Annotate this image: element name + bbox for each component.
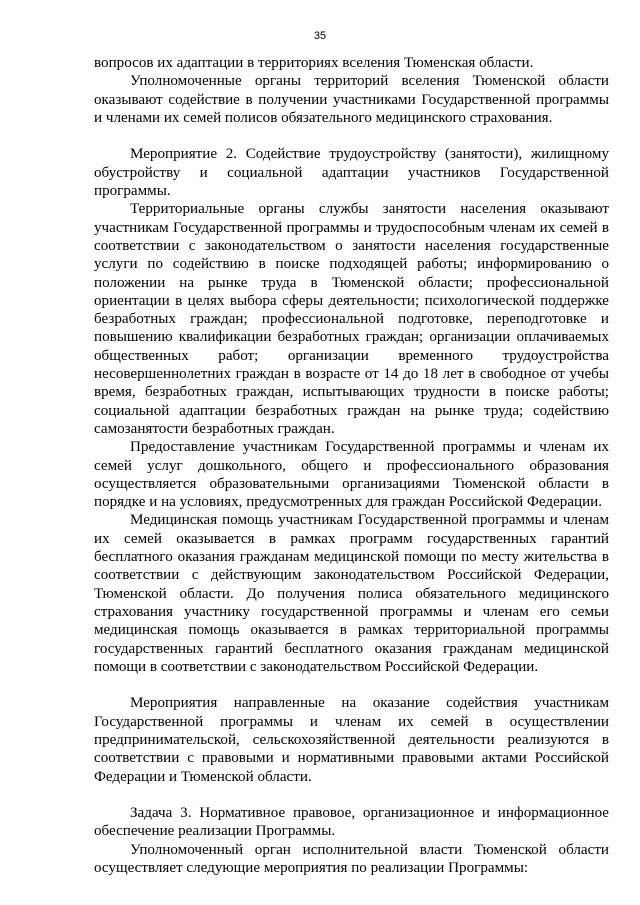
paragraph-employment-services: Территориальные органы службы занятости населения оказывают участникам Государственной программы и трудоспособным членам их семей в соответствии с законодательством о занятости населения государственные услуги по содействию в поиске подходящей работы; информированию о положении на рынке труда в Тюменской области; профессиональной ориентации в целях выбора сферы деятельности; психологической поддержке безработных граждан; профессиональной подготовке, переподготовке и повышению квалификации безработных граждан; организации оплачиваемых общественных работ; организации временного трудоустройства несовершеннолетних граждан в возрасте от 14 до 18 лет в свободное от учебы время, безработных граждан, испытывающих трудности в поиске работы; социальной адаптации безработных граждан на рынке труда; содействию самозанятости безработных граждан. — [94, 201, 609, 437]
paragraph-adaptation-continuation: вопросов их адаптации в территориях вселения Тюменская области. — [94, 55, 534, 71]
paragraph-medical-assistance: Медицинская помощь участникам Государственной программы и членам их семей оказывается в рамках программ государственных гарантий бесплатного оказания гражданам медицинской помощи по месту жительства в соответствии с действующим законодательством Российской Федерации, Тюменской области. До получения полиса обязательного медицинского страхования участнику государственной программы и членам его семьи медицинская помощь оказывается в рамках территориальной программы государственных гарантий бесплатного оказания гражданам медицинской помощи в соответствии с законодательством Российской Федерации. — [94, 512, 609, 675]
page-number: 35 — [313, 30, 327, 42]
paragraph-authorized-body-measures: Уполномоченный орган исполнительной власти Тюменской области осуществляет следующие мероприятия по реализации Программы: — [94, 841, 609, 877]
paragraph-insurance-policies: Уполномоченные органы территорий вселения Тюменской области оказывают содействие в получении участниками Государственной программы и членами их семей полисов обязательного медицинского страхования. — [94, 73, 609, 126]
paragraph-task-3-heading: Задача 3. Нормативное правовое, организационное и информационное обеспечение реализации Программы. — [94, 805, 609, 840]
paragraph-education-services: Предоставление участникам Государственной программы и членам их семей услуг дошкольного, общего и профессионального образования осуществляется образовательными организациями Тюменской области в порядке и на условиях, предусмотренных для граждан Российской Федерации. — [94, 439, 609, 511]
document-body — [94, 54, 609, 877]
paragraph-measure-2-heading: Мероприятие 2. Содействие трудоустройству (занятости), жилищному обустройству и социальной адаптации участников Государственной программы. — [94, 146, 609, 200]
paragraph-entrepreneurship-support: Мероприятия направленные на оказание содействия участникам Государственной программы и членам их семей в осуществлении предпринимательской, сельскохозяйственной деятельности реализуются в соответствии с правовыми и нормативными правовыми актами Российской Федерации и Тюменской области. — [94, 695, 609, 785]
